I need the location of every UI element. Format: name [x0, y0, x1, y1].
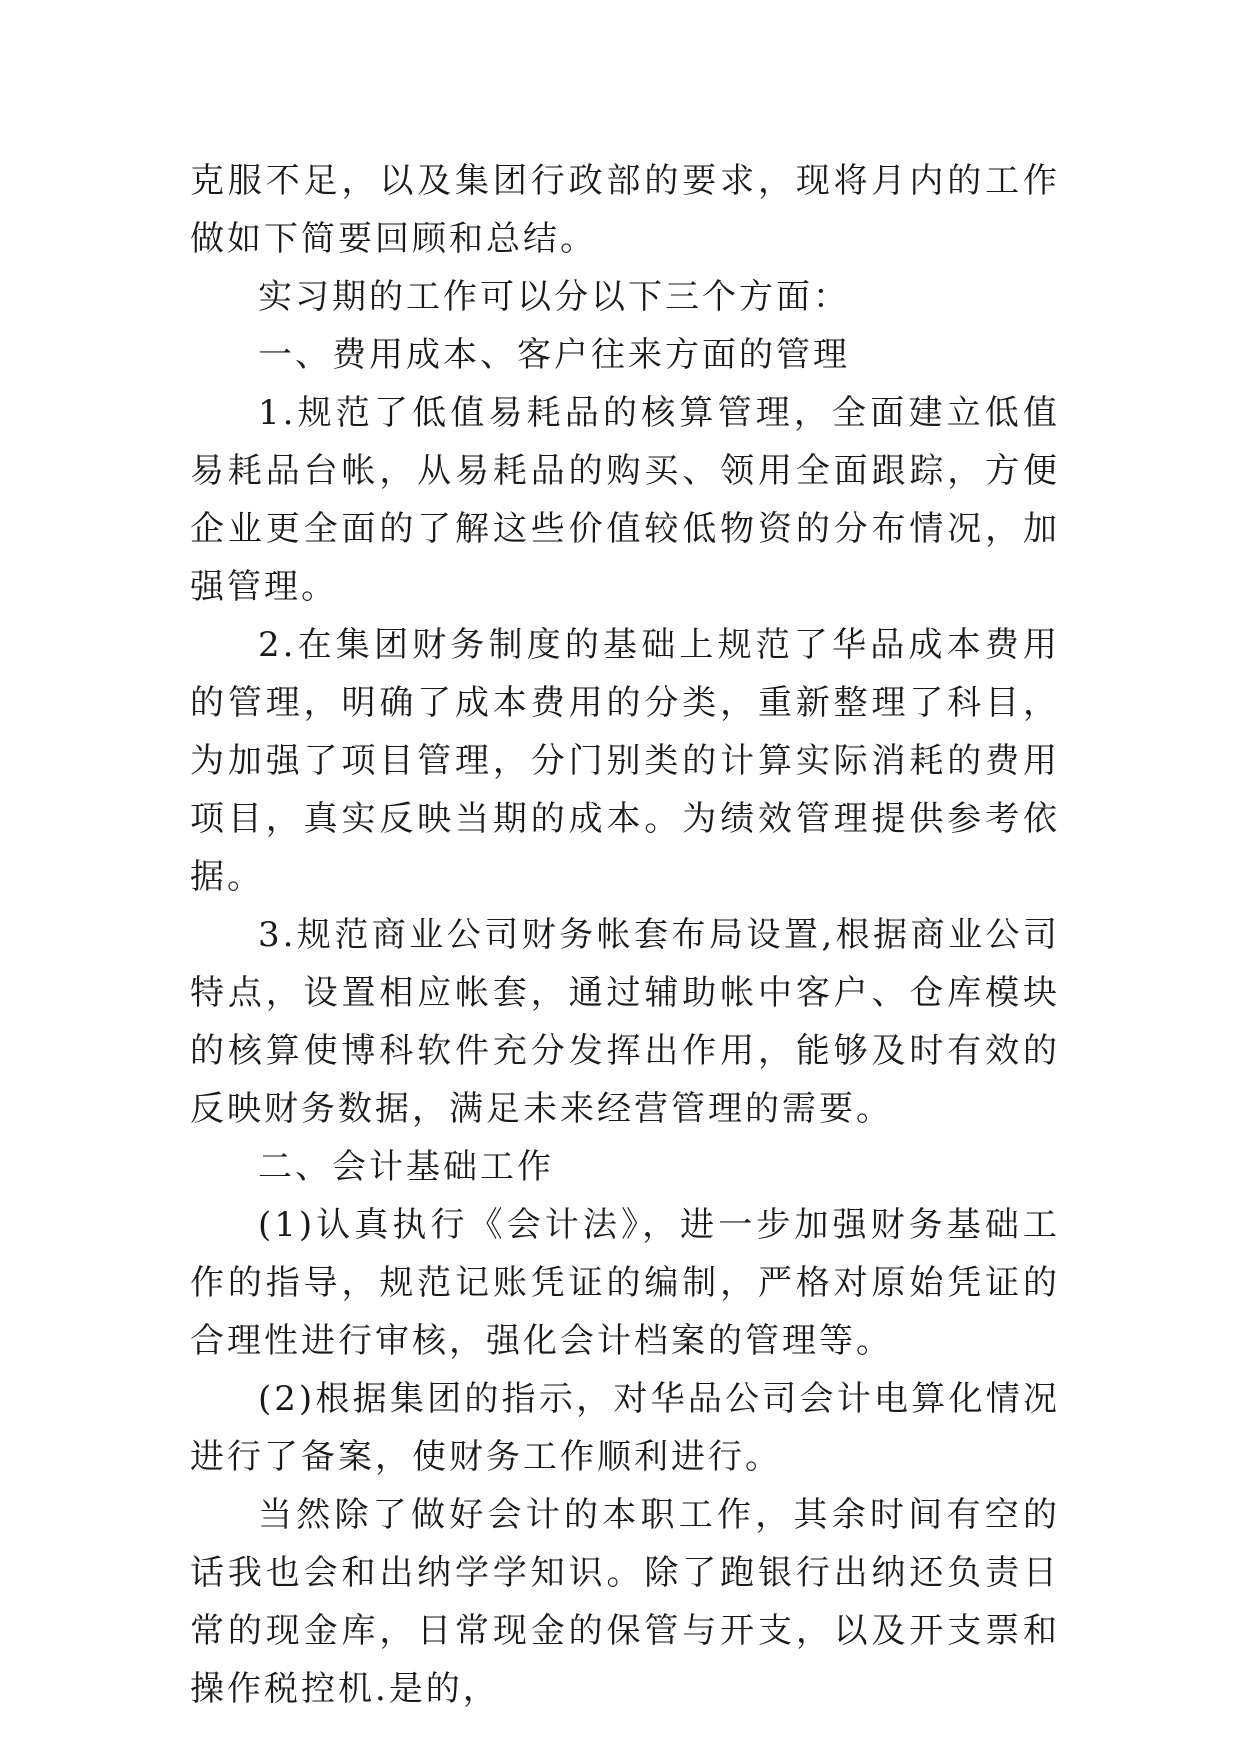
paragraph-item-1: 1.规范了低值易耗品的核算管理，全面建立低值易耗品台帐，从易耗品的购买、领用全面跟踪，方便企业更全面的了解这些价值较低物资的分布情况，加强管理。 — [190, 393, 1060, 607]
section-heading-cost-management: 一、费用成本、客户往来方面的管理 — [258, 335, 850, 375]
paragraph-item-3: 3.规范商业公司财务帐套布局设置,根据商业公司特点，设置相应帐套，通过辅助帐中客户、仓库模块的核算使博科软件充分发挥出作用，能够及时有效的反映财务数据，满足未来经营管理的需要。 — [190, 915, 1060, 1129]
paragraph-basic-1: (1)认真执行《会计法》，进一步加强财务基础工作的指导，规范记账凭证的编制，严格对原始凭证的合理性进行审核，强化会计档案的管理等。 — [190, 1205, 1060, 1361]
paragraph-basic-2: (2)根据集团的指示，对华品公司会计电算化情况进行了备案，使财务工作顺利进行。 — [190, 1379, 1060, 1477]
paragraph-item-2: 2.在集团财务制度的基础上规范了华品成本费用的管理，明确了成本费用的分类，重新整理了科目，为加强了项目管理，分门别类的计算实际消耗的费用项目，真实反映当期的成本。为绩效管理提供参考依据。 — [190, 625, 1060, 897]
paragraph-intro-continuation: 克服不足，以及集团行政部的要求，现将月内的工作做如下简要回顾和总结。 — [190, 161, 1060, 259]
paragraph-other-duties: 当然除了做好会计的本职工作，其余时间有空的话我也会和出纳学学知识。除了跑银行出纳还负责日常的现金库，日常现金的保管与开支，以及开支票和操作税控机.是的， — [190, 1495, 1060, 1709]
section-heading-accounting-basics: 二、会计基础工作 — [258, 1147, 554, 1187]
paragraph-work-overview: 实习期的工作可以分以下三个方面： — [258, 277, 850, 317]
document-body — [190, 152, 1060, 1718]
